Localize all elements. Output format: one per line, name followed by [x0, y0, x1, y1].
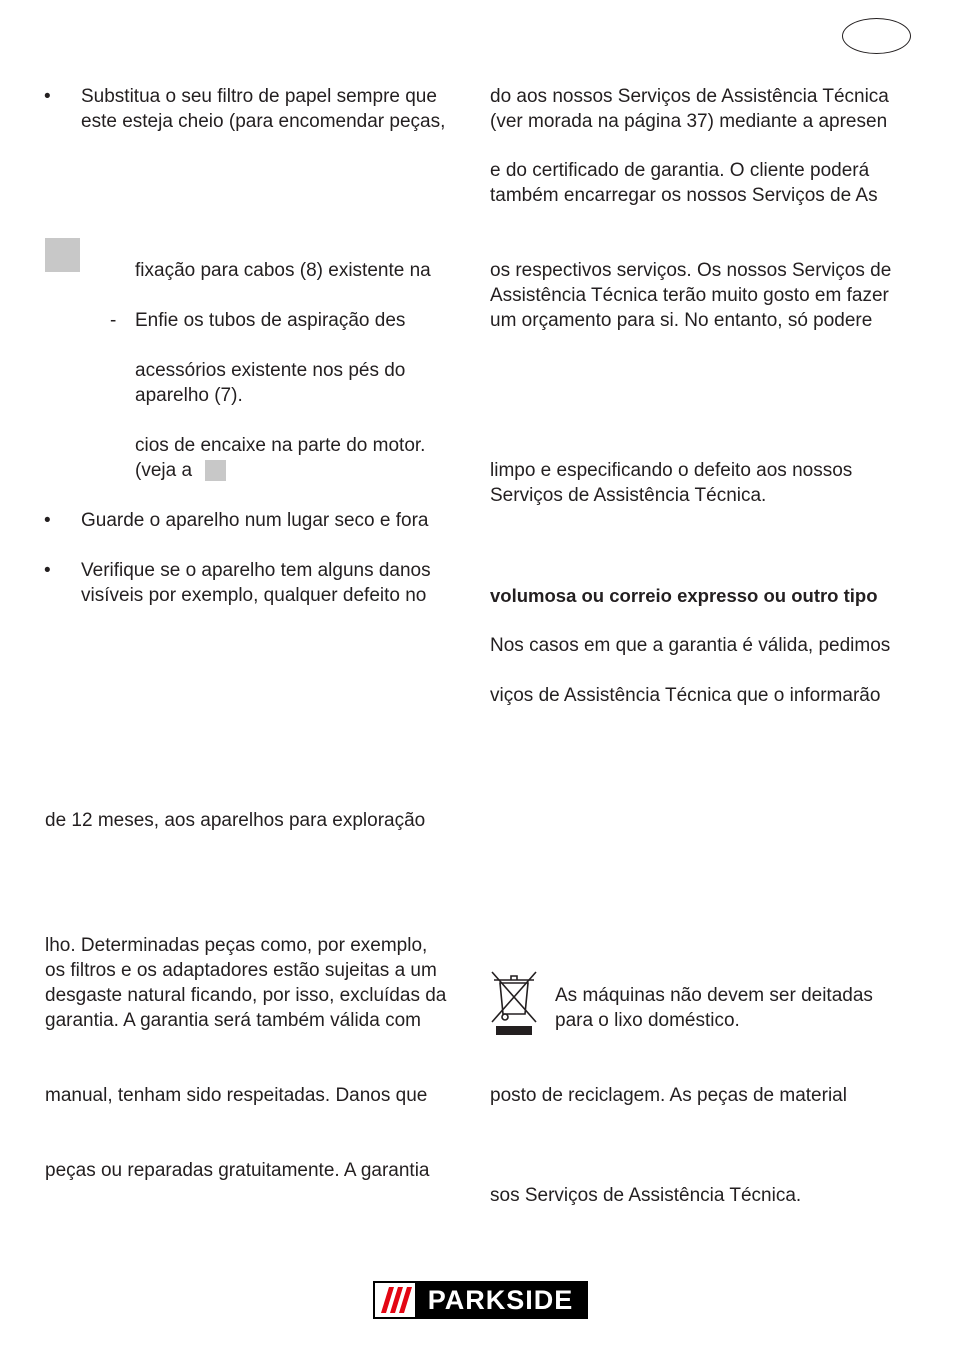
- bullet-marker: •: [44, 86, 51, 107]
- right-paragraph-line: sos Serviços de Assistência Técnica.: [490, 1185, 802, 1206]
- right-paragraph-line: também encarregar os nossos Serviços de As: [490, 185, 878, 206]
- dash-marker: -: [110, 310, 117, 331]
- left-paragraph-line: lho. Determinadas peças como, por exemplo,: [45, 935, 428, 956]
- left-paragraph-line: os filtros e os adaptadores estão sujeitas a um: [45, 960, 437, 981]
- right-paragraph-line: os respectivos serviços. Os nossos Serviços de: [490, 260, 892, 281]
- left-paragraph-line: garantia. A garantia será também válida com: [45, 1010, 421, 1031]
- right-paragraph-line: Serviços de Assistência Técnica.: [490, 485, 767, 506]
- figure-reference-box: [205, 460, 226, 481]
- disposal-notice-line: para o lixo doméstico.: [555, 1010, 740, 1031]
- left-paragraph-line: desgaste natural ficando, por isso, excluídas da: [45, 985, 447, 1006]
- logo-stripes-icon: [375, 1283, 415, 1317]
- right-paragraph-line: Assistência Técnica terão muito gosto em fazer: [490, 285, 889, 306]
- bullet-marker: •: [44, 560, 51, 581]
- left-paragraph-line: manual, tenham sido respeitadas. Danos que: [45, 1085, 428, 1106]
- left-paragraph-line: Substitua o seu filtro de papel sempre que: [81, 86, 437, 107]
- disposal-notice-line: As máquinas não devem ser deitadas: [555, 985, 873, 1006]
- language-badge: [842, 18, 911, 54]
- figure-reference-box: [45, 238, 80, 272]
- logo-wordmark: PARKSIDE: [415, 1283, 586, 1317]
- crossed-out-wheelie-bin-icon: [490, 970, 538, 1036]
- left-paragraph-line: aparelho (7).: [135, 385, 243, 406]
- left-paragraph-line: visíveis por exemplo, qualquer defeito no: [81, 585, 427, 606]
- right-paragraph-line: viços de Assistência Técnica que o informarão: [490, 685, 881, 706]
- left-paragraph-line: de 12 meses, aos aparelhos para exploração: [45, 810, 426, 831]
- left-paragraph-line: cios de encaixe na parte do motor.: [135, 435, 426, 456]
- left-paragraph-line: (veja a: [135, 460, 193, 481]
- right-paragraph-line: Nos casos em que a garantia é válida, pedimos: [490, 635, 891, 656]
- left-paragraph-line: Guarde o aparelho num lugar seco e fora: [81, 510, 429, 531]
- left-paragraph-line: peças ou reparadas gratuitamente. A garantia: [45, 1160, 430, 1181]
- parkside-logo: [373, 1281, 588, 1319]
- bullet-marker: •: [44, 510, 51, 531]
- right-paragraph-line: limpo e especificando o defeito aos nossos: [490, 460, 853, 481]
- right-paragraph-line: (ver morada na página 37) mediante a apresen: [490, 111, 888, 132]
- left-paragraph-line: Enfie os tubos de aspiração des: [135, 310, 406, 331]
- left-paragraph-line: acessórios existente nos pés do: [135, 360, 406, 381]
- right-paragraph-line: um orçamento para si. No entanto, só podere: [490, 310, 873, 331]
- right-paragraph-line: e do certificado de garantia. O cliente poderá: [490, 160, 870, 181]
- right-paragraph-line: do aos nossos Serviços de Assistência Técnica: [490, 86, 889, 107]
- left-paragraph-line: fixação para cabos (8) existente na: [135, 260, 431, 281]
- right-paragraph-line: posto de reciclagem. As peças de material: [490, 1085, 847, 1106]
- left-paragraph-line: Verifique se o aparelho tem alguns danos: [81, 560, 431, 581]
- left-paragraph-line: este esteja cheio (para encomendar peças,: [81, 111, 446, 132]
- right-bold-line: volumosa ou correio expresso ou outro tipo: [490, 585, 878, 606]
